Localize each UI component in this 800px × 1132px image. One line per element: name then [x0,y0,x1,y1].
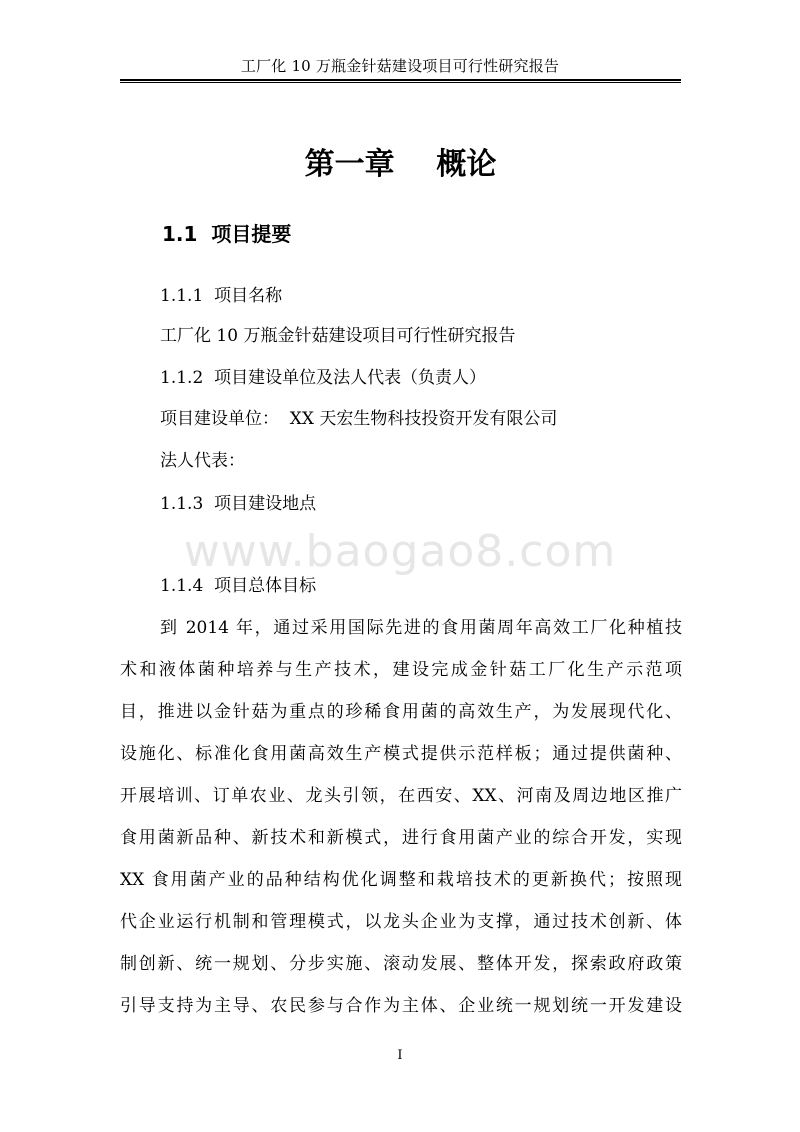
page-number: I [397,1048,403,1063]
subsection-heading-1-1-4: 1.1.4 项目总体目标 [160,576,317,596]
paragraph-line: 食用菌新品种、新技术和新模式，进行食用菌产业的综合开发，实现 [120,828,682,848]
subsection-heading-1-1-1: 1.1.1 项目名称 [160,286,283,306]
paragraph-line: 目，推进以金针菇为重点的珍稀食用菌的高效生产，为发展现代化、 [120,702,682,722]
paragraph-line: 制创新、统一规划、分步实施、滚动发展、整体开发，探索政府政策 [120,954,682,974]
subsection-heading-1-1-2: 1.1.2 项目建设单位及法人代表（负责人） [160,368,487,388]
project-name-text: 工厂化 10 万瓶金针菇建设项目可行性研究报告 [160,326,516,346]
header-rule [120,79,681,83]
paragraph-line: 代企业运行机制和管理模式，以龙头企业为支撑，通过技术创新、体 [120,912,682,932]
construction-unit-line: 项目建设单位： XX 天宏生物科技投资开发有限公司 [160,409,558,429]
paragraph-line: 到 2014 年，通过采用国际先进的食用菌周年高效工厂化种植技 [160,618,682,638]
running-header: 工厂化 10 万瓶金针菇建设项目可行性研究报告 [240,57,560,75]
watermark: www.baogao8.com [183,526,617,577]
paragraph-line: 开展培训、订单农业、龙头引领，在西安、XX、河南及周边地区推广 [120,786,682,806]
section-title: 1.1 项目提要 [162,222,292,246]
legal-representative-line: 法人代表： [160,451,245,471]
paragraph-line: 设施化、标准化食用菌高效生产模式提供示范样板；通过提供菌种、 [120,744,682,764]
paragraph-line: XX 食用菌产业的品种结构优化调整和栽培技术的更新换代；按照现 [120,870,682,890]
subsection-heading-1-1-3: 1.1.3 项目建设地点 [160,494,317,514]
paragraph-line: 引导支持为主导、农民参与合作为主体、企业统一规划统一开发建设 [120,996,682,1016]
paragraph-line: 术和液体菌种培养与生产技术，建设完成金针菇工厂化生产示范项 [120,660,682,680]
chapter-title: 第一章 概论 [304,147,497,182]
